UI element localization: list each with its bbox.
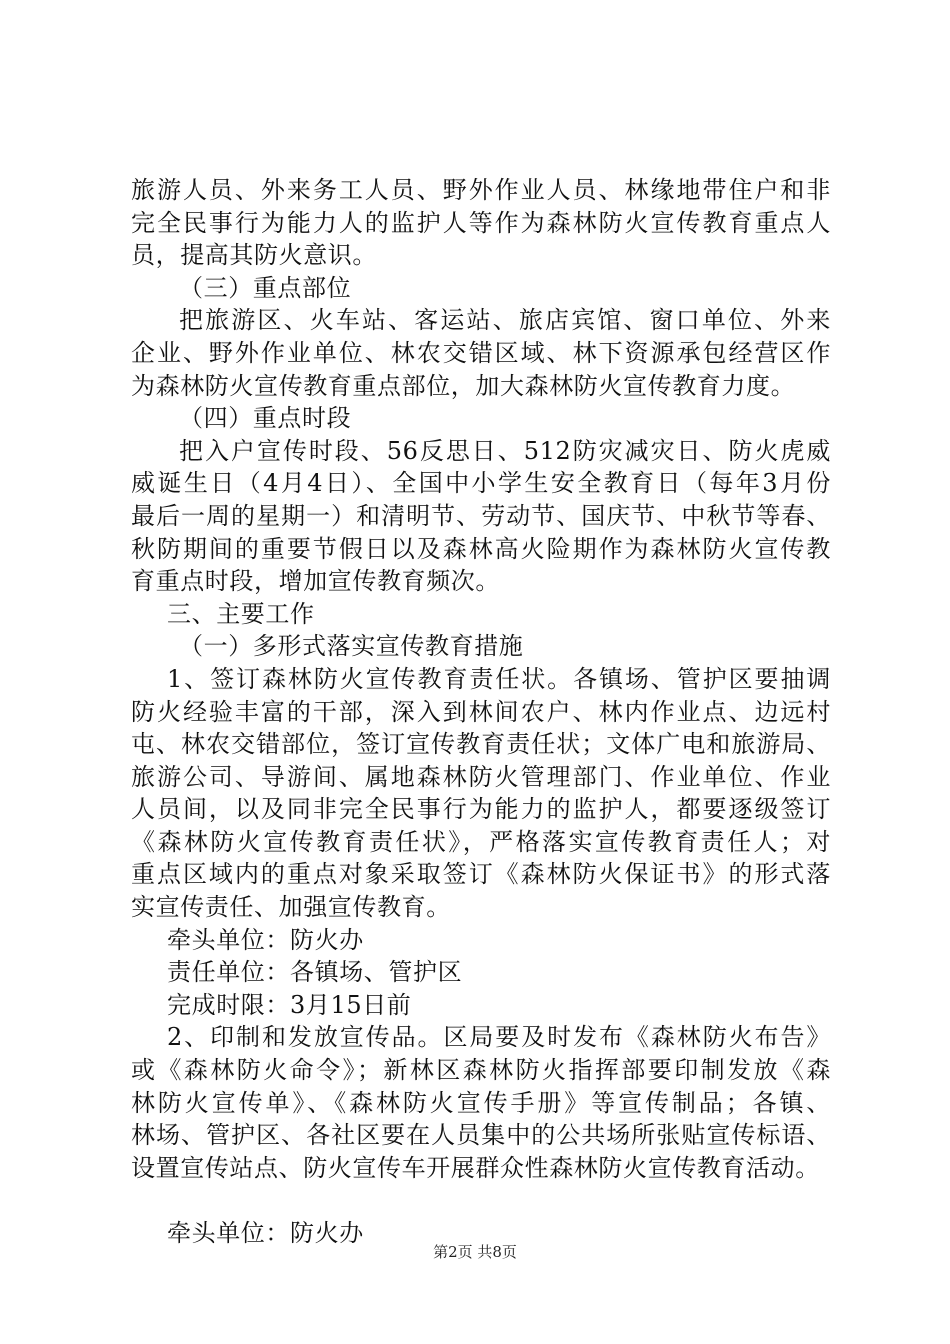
- page-number-footer: 第2页 共8页: [433, 1243, 517, 1261]
- paragraph-line: 最后一周的星期一）和清明节、劳动节、国庆节、中秋节等春、: [131, 501, 831, 530]
- paragraph-line: 把入户宣传时段、56反思日、512防灾减灾日、防火虎威: [179, 436, 831, 465]
- deadline-line: 完成时限：3月15日前: [167, 990, 412, 1019]
- paragraph-line: 企业、野外作业单位、林农交错区域、林下资源承包经营区作: [131, 338, 831, 367]
- paragraph-line: 旅游人员、外来务工人员、野外作业人员、林缘地带住户和非: [131, 176, 831, 204]
- document-body: [131, 174, 831, 1250]
- lead-unit-line: 牵头单位：防火办: [167, 1219, 364, 1248]
- paragraph-line: 防火经验丰富的干部，深入到林间农户、林内作业点、边远村: [131, 697, 831, 726]
- paragraph-line: 重点区域内的重点对象采取签订《森林防火保证书》的形式落: [131, 860, 831, 889]
- section-heading: 三、主要工作: [167, 599, 315, 628]
- paragraph-line: 为森林防火宣传教育重点部位，加大森林防火宣传教育力度。: [131, 371, 796, 400]
- lead-unit-line: 牵头单位：防火办: [167, 925, 364, 954]
- paragraph-line: 人员间，以及同非完全民事行为能力的监护人，都要逐级签订: [131, 795, 831, 824]
- paragraph-line: 秋防期间的重要节假日以及森林高火险期作为森林防火宣传教: [131, 534, 831, 563]
- paragraph-line: 《森林防火宣传教育责任状》，严格落实宣传教育责任人；对: [131, 827, 831, 856]
- paragraph-line: 屯、林农交错部位，签订宣传教育责任状；文体广电和旅游局、: [131, 730, 831, 759]
- paragraph-line: 育重点时段，增加宣传教育频次。: [131, 567, 500, 596]
- paragraph-line: 林场、管护区、各社区要在人员集中的公共场所张贴宣传标语、: [131, 1121, 831, 1150]
- paragraph-line: 威诞生日（4月4日）、全国中小学生安全教育日（每年3月份: [131, 469, 831, 498]
- section-heading: （三）重点部位: [179, 273, 352, 302]
- paragraph-line: 2、印制和发放宣传品。区局要及时发布《森林防火布告》: [167, 1023, 831, 1052]
- paragraph-line: 实宣传责任、加强宣传教育。: [131, 893, 451, 922]
- section-heading: （四）重点时段: [179, 404, 352, 433]
- section-heading: （一）多形式落实宣传教育措施: [179, 632, 524, 661]
- paragraph-line: 设置宣传站点、防火宣传车开展群众性森林防火宣传教育活动。: [131, 1153, 820, 1182]
- paragraph-line: 把旅游区、火车站、客运站、旅店宾馆、窗口单位、外来: [179, 306, 831, 335]
- paragraph-line: 员，提高其防火意识。: [131, 241, 377, 270]
- paragraph-line: 完全民事行为能力人的监护人等作为森林防火宣传教育重点人: [131, 208, 831, 237]
- responsible-unit-line: 责任单位：各镇场、管护区: [167, 958, 463, 987]
- paragraph-gap: [131, 1184, 831, 1217]
- paragraph-line: 或《森林防火命令》；新林区森林防火指挥部要印制发放《森: [131, 1056, 831, 1085]
- paragraph-line: 1、签订森林防火宣传教育责任状。各镇场、管护区要抽调: [167, 664, 831, 693]
- paragraph-line: 旅游公司、导游间、属地森林防火管理部门、作业单位、作业: [131, 762, 831, 791]
- paragraph-line: 林防火宣传单》、《森林防火宣传手册》等宣传制品；各镇、: [131, 1088, 831, 1117]
